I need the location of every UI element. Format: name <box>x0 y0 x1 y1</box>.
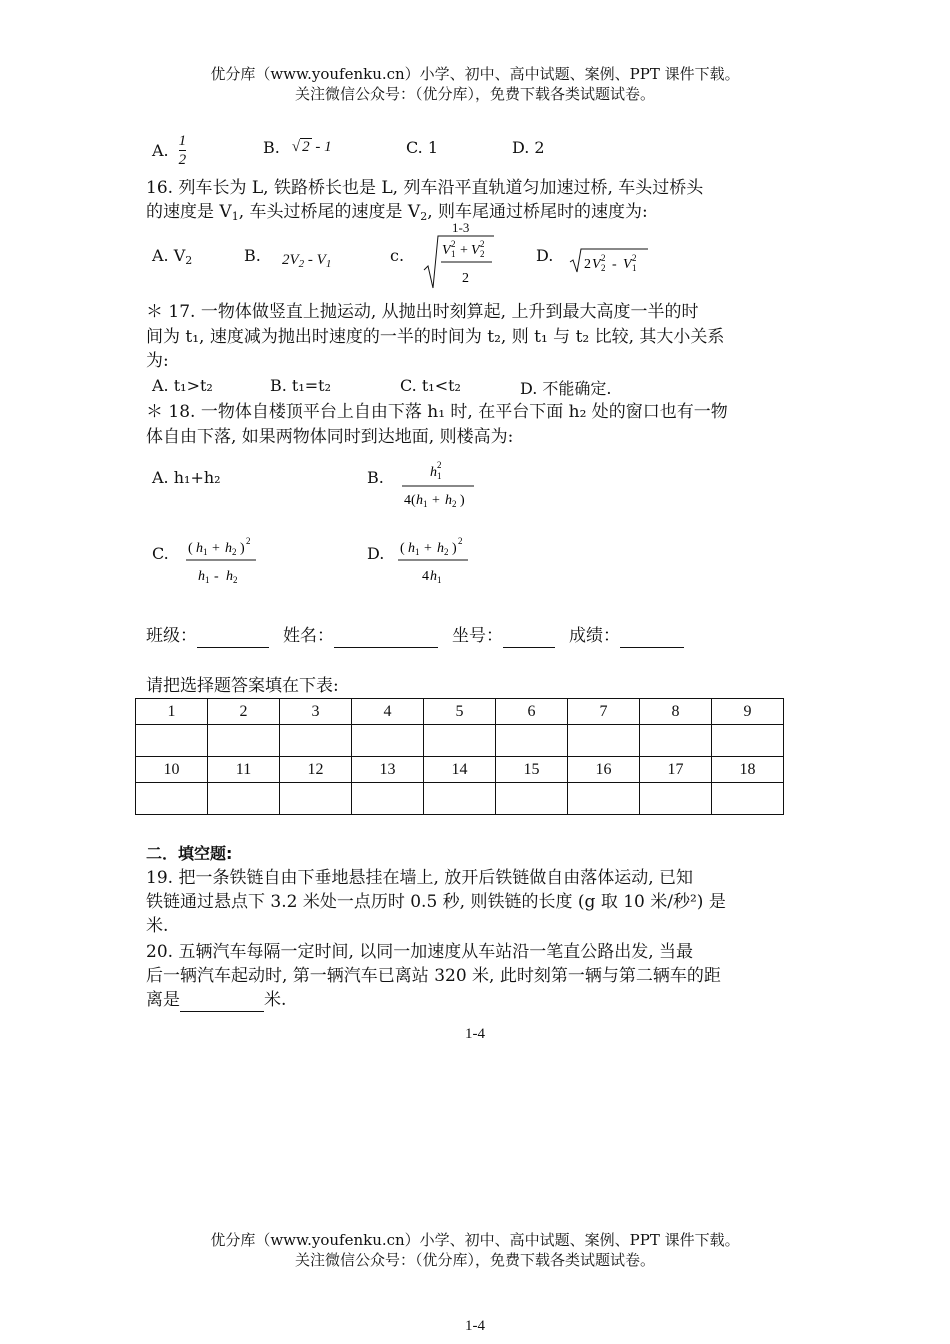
svg-text:h: h <box>225 541 232 556</box>
svg-text:4(: 4( <box>404 493 416 508</box>
q18-line-1: ＊ 18. 一物体自楼顶平台上自由下落 h₁ 时, 在平台下面 h₂ 处的窗口也有一物 <box>146 402 728 422</box>
answer-cell[interactable] <box>208 783 280 815</box>
svg-text:-: - <box>612 257 617 272</box>
svg-text:2: 2 <box>601 253 606 263</box>
svg-text:2: 2 <box>462 271 469 286</box>
svg-text:-: - <box>214 569 219 584</box>
q17-line-3: 为: <box>146 351 169 371</box>
svg-text:): ) <box>460 493 465 508</box>
q18-option-b-formula <box>398 456 478 512</box>
q20-line-3: 离是 米. <box>146 990 287 1010</box>
q19-line-1: 19. 把一条铁链自由下垂地悬挂在墙上, 放开后铁链做自由落体运动, 已知 <box>146 868 694 888</box>
q15-option-d: D. 2 <box>512 138 545 157</box>
svg-text:2: 2 <box>452 499 457 509</box>
table-cell: 13 <box>352 757 424 783</box>
table-cell: 3 <box>280 699 352 725</box>
svg-text:2: 2 <box>584 257 591 272</box>
svg-text:V: V <box>623 257 632 272</box>
svg-text:2: 2 <box>601 263 606 273</box>
svg-text:h: h <box>408 541 415 556</box>
svg-text:1: 1 <box>437 575 442 585</box>
q17-option-c: C. t₁<t₂ <box>400 376 461 395</box>
table-cell: 8 <box>640 699 712 725</box>
answer-cell[interactable] <box>352 725 424 757</box>
q20-line-2: 后一辆汽车起动时, 第一辆汽车已离站 320 米, 此时刻第一辆与第二辆车的距 <box>146 966 721 986</box>
svg-text:h: h <box>416 493 423 508</box>
page-number-mid: 1-4 <box>465 1026 485 1042</box>
svg-text:1: 1 <box>203 547 208 557</box>
svg-text:h: h <box>226 569 233 584</box>
svg-text:1: 1 <box>451 249 456 259</box>
q17-line-1: ＊ 17. 一物体做竖直上抛运动, 从抛出时刻算起, 上升到最大高度一半的时 <box>146 302 699 322</box>
svg-text:h: h <box>430 465 437 480</box>
name-field[interactable] <box>334 629 438 648</box>
q16-option-b-label: B. <box>244 246 261 265</box>
svg-text:1: 1 <box>423 499 428 509</box>
q17-line-2: 间为 t₁, 速度减为抛出时速度的一半的时间为 t₂, 则 t₁ 与 t₂ 比较, 其大小关系 <box>146 327 725 347</box>
answer-row-1 <box>136 725 784 757</box>
q18-option-c-label: C. <box>152 544 169 563</box>
q18-option-b-label: B. <box>367 468 384 487</box>
q18-option-c-formula <box>184 532 264 588</box>
answer-cell[interactable] <box>136 725 208 757</box>
svg-text:V: V <box>592 257 601 272</box>
svg-text:+: + <box>424 541 432 556</box>
svg-text:2: 2 <box>451 239 456 249</box>
answer-table-prompt: 请把选择题答案填在下表: <box>146 676 339 696</box>
name-label: 姓名： <box>283 626 334 646</box>
svg-text:): ) <box>240 541 245 556</box>
q18-option-d-formula <box>398 532 478 588</box>
svg-text:2: 2 <box>246 536 251 546</box>
header-row-2 <box>136 757 784 783</box>
answer-cell[interactable] <box>208 725 280 757</box>
table-cell: 11 <box>208 757 280 783</box>
svg-text:+: + <box>432 493 440 508</box>
svg-text:h: h <box>437 541 444 556</box>
table-cell: 17 <box>640 757 712 783</box>
svg-text:1: 1 <box>632 263 637 273</box>
answer-cell[interactable] <box>640 725 712 757</box>
table-cell: 15 <box>496 757 568 783</box>
svg-text:4: 4 <box>422 569 429 584</box>
answer-cell[interactable] <box>712 783 784 815</box>
svg-text:h: h <box>196 541 203 556</box>
table-cell: 12 <box>280 757 352 783</box>
page-number-footer: 1-4 <box>465 1318 485 1334</box>
score-field[interactable] <box>620 629 684 648</box>
answer-cell[interactable] <box>280 725 352 757</box>
svg-text:h: h <box>445 493 452 508</box>
svg-text:1: 1 <box>437 471 442 481</box>
table-cell: 14 <box>424 757 496 783</box>
seat-label: 坐号： <box>452 626 503 646</box>
svg-text:2: 2 <box>437 460 442 470</box>
svg-text:h: h <box>430 569 437 584</box>
q15-b-radical: √ 2 - 1 <box>291 139 332 155</box>
q18-line-2: 体自由下落, 如果两物体同时到达地面, 则楼高为: <box>146 427 514 447</box>
svg-text:(: ( <box>188 541 193 556</box>
page-mark-1-3: 1-3 <box>452 220 470 235</box>
q16-line-1: 16. 列车长为 L, 铁路桥长也是 L, 列车沿平直轨道匀加速过桥, 车头过桥头 <box>146 178 704 198</box>
answer-cell[interactable] <box>640 783 712 815</box>
answer-cell[interactable] <box>712 725 784 757</box>
answer-cell[interactable] <box>424 783 496 815</box>
q17-option-a: A. t₁>t₂ <box>152 376 213 395</box>
table-cell: 7 <box>568 699 640 725</box>
q15-a-fraction: $\frac{1}{2}$ <box>178 132 187 168</box>
svg-text:(: ( <box>400 541 405 556</box>
table-cell: 18 <box>712 757 784 783</box>
answer-cell[interactable] <box>568 783 640 815</box>
seat-field[interactable] <box>503 629 555 648</box>
q15-option-a: A. $\frac{1}{2}$ <box>152 132 187 168</box>
q17-option-d: D. 不能确定. <box>520 379 612 398</box>
svg-text:h: h <box>198 569 205 584</box>
svg-text:2: 2 <box>444 547 449 557</box>
answer-cell[interactable] <box>568 725 640 757</box>
table-cell: 1 <box>136 699 208 725</box>
class-field[interactable] <box>197 629 269 648</box>
svg-text:1: 1 <box>205 575 210 585</box>
q16-option-c-formula <box>422 232 496 290</box>
svg-text:): ) <box>452 541 457 556</box>
q16-option-a: A. $V_2$ <box>152 246 193 267</box>
q20-answer-blank[interactable] <box>180 993 264 1012</box>
class-label: 班级： <box>146 626 197 646</box>
q15-option-b: B. √ 2 - 1 <box>263 138 332 157</box>
answer-cell[interactable] <box>496 725 568 757</box>
q16-option-c-label: c. <box>390 246 405 265</box>
svg-text:+: + <box>460 243 468 258</box>
q18-option-a: A. h₁+h₂ <box>152 468 221 487</box>
section-2-title: 二．填空题: <box>146 844 233 863</box>
svg-text:V: V <box>442 243 451 258</box>
header-line-2: 关注微信公众号：（优分库），免费下载各类试题试卷。 <box>294 85 655 103</box>
svg-text:2: 2 <box>233 575 238 585</box>
svg-text:+: + <box>212 541 220 556</box>
table-cell: 9 <box>712 699 784 725</box>
svg-text:V: V <box>471 243 480 258</box>
q16-option-d-formula <box>568 246 650 274</box>
table-cell: 6 <box>496 699 568 725</box>
q16-option-b-formula: $2V_2 - V_1$ <box>282 252 332 270</box>
svg-text:2: 2 <box>232 547 237 557</box>
q18-option-d-label: D. <box>367 544 385 563</box>
q19-line-2: 铁链通过悬点下 3.2 米处一点历时 0.5 秒, 则铁链的长度 (g 取 10 米/秒²) 是 <box>146 892 726 912</box>
table-cell: 4 <box>352 699 424 725</box>
q16-option-d-label: D. <box>536 246 554 265</box>
table-cell: 10 <box>136 757 208 783</box>
svg-text:2: 2 <box>480 239 485 249</box>
svg-text:2: 2 <box>458 536 463 546</box>
svg-text:2: 2 <box>480 249 485 259</box>
table-cell: 5 <box>424 699 496 725</box>
footer-line-2: 关注微信公众号：（优分库），免费下载各类试题试卷。 <box>294 1251 655 1269</box>
student-info-line <box>146 624 684 648</box>
answer-table <box>135 698 784 815</box>
footer-line-1: 优分库（www.youfenku.cn）小学、初中、高中试题、案例、PPT 课件下载。 <box>210 1231 740 1249</box>
table-cell: 16 <box>568 757 640 783</box>
score-label: 成绩： <box>569 626 620 646</box>
q16-line-2: 的速度是 $V_1$, 车头过桥尾的速度是 $V_2$, 则车尾通过桥尾时的速度为: <box>146 202 648 223</box>
answer-cell[interactable] <box>424 725 496 757</box>
answer-row-2 <box>136 783 784 815</box>
answer-cell[interactable] <box>352 783 424 815</box>
q19-line-3: 米. <box>146 916 169 936</box>
header-row-1 <box>136 699 784 725</box>
table-cell: 2 <box>208 699 280 725</box>
svg-text:1: 1 <box>415 547 420 557</box>
svg-text:2: 2 <box>632 253 637 263</box>
q20-line-1: 20. 五辆汽车每隔一定时间, 以同一加速度从车站沿一笔直公路出发, 当最 <box>146 942 694 962</box>
answer-cell[interactable] <box>280 783 352 815</box>
answer-cell[interactable] <box>136 783 208 815</box>
header-line-1: 优分库（www.youfenku.cn）小学、初中、高中试题、案例、PPT 课件下载。 <box>210 65 740 83</box>
q17-option-b: B. t₁=t₂ <box>270 376 332 395</box>
answer-cell[interactable] <box>496 783 568 815</box>
q15-option-c: C. 1 <box>406 138 439 157</box>
